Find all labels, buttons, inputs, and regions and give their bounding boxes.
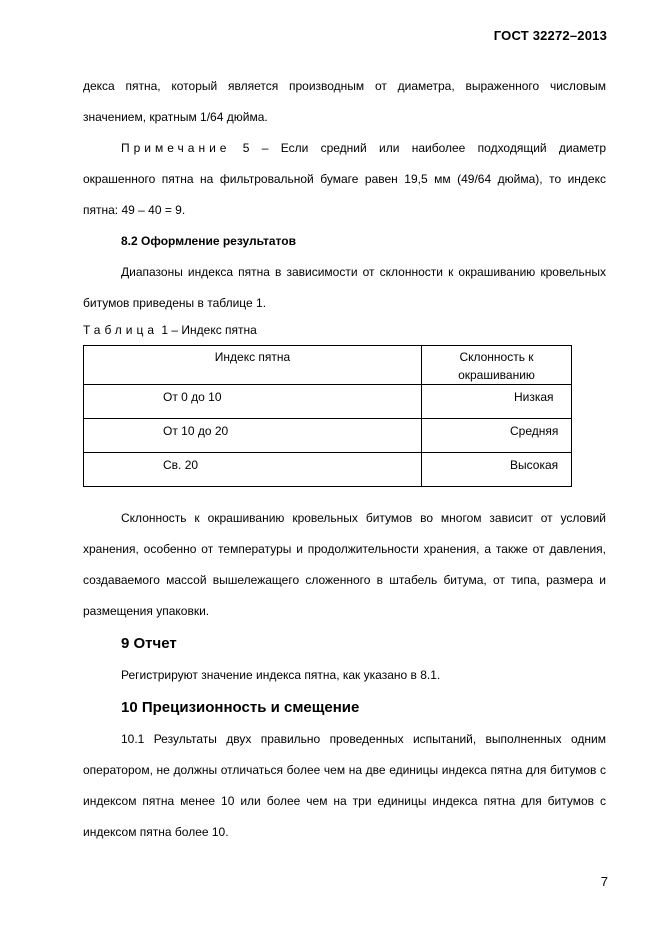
page-body (83, 71, 606, 848)
table-header-row (84, 346, 572, 385)
table-row (84, 385, 572, 419)
table-header-cell: Склонность к окрашиванию (422, 346, 572, 385)
table-cell-index: От 10 до 20 (84, 419, 422, 453)
table-cell-index: Св. 20 (84, 453, 422, 487)
table-caption-label: Таблица (83, 323, 159, 337)
section-8-2-heading: 8.2 Оформление результатов (121, 234, 296, 248)
note-paragraph (83, 133, 606, 226)
table-row (84, 453, 572, 487)
table-cell-index: От 0 до 10 (84, 385, 422, 419)
table-cell-tendency: Высокая (422, 453, 572, 487)
table-caption (83, 319, 606, 341)
table-row (84, 419, 572, 453)
table-cell-tendency: Низкая (422, 385, 572, 419)
table-header-cell: Индекс пятна (84, 346, 422, 385)
table-cell-tendency: Средняя (422, 419, 572, 453)
paragraph-precision: 10.1 Результаты двух правильно проведенных испытаний, выполненных одним оператором, не должны отличаться более чем на две единицы индекса пятна для битумов с индексом пятна менее 10 или более чем на три единицы индекса пятна для битумов с индексом пятна более 10. (83, 732, 606, 839)
table-caption-text: 1 – Индекс пятна (158, 323, 257, 337)
note-text: 5 – Если средний или наиболее подходящий диаметр окрашенного пятна на фильтровальной бумаге равен 19,5 мм (49/64 дюйма), то индекс пятна: 49 – 40 = 9. (83, 141, 606, 217)
page-number: 7 (600, 874, 608, 889)
section-10-heading: 10 Прецизионность и смещение (121, 699, 360, 716)
paragraph-ranges: Диапазоны индекса пятна в зависимости от склонности к окрашиванию кровельных битумов приведены в таблице 1. (83, 265, 606, 310)
paragraph-report: Регистрируют значение индекса пятна, как указано в 8.1. (121, 668, 441, 682)
spot-index-table (83, 345, 572, 487)
paragraph-tendency: Склонность к окрашиванию кровельных битумов во многом зависит от условий хранения, особенно от температуры и продолжительности хранения, а также от давления, создаваемого массой вышележащего сложенного в штабель битума, от типа, размера и размещения упаковки. (83, 511, 606, 618)
note-label: Примечание (121, 141, 231, 155)
paragraph-continuation: декса пятна, который является производным от диаметра, выраженного числовым значением, кратным 1/64 дюйма. (83, 79, 606, 124)
section-9-heading: 9 Отчет (121, 635, 177, 652)
document-code: ГОСТ 32272–2013 (493, 28, 607, 43)
